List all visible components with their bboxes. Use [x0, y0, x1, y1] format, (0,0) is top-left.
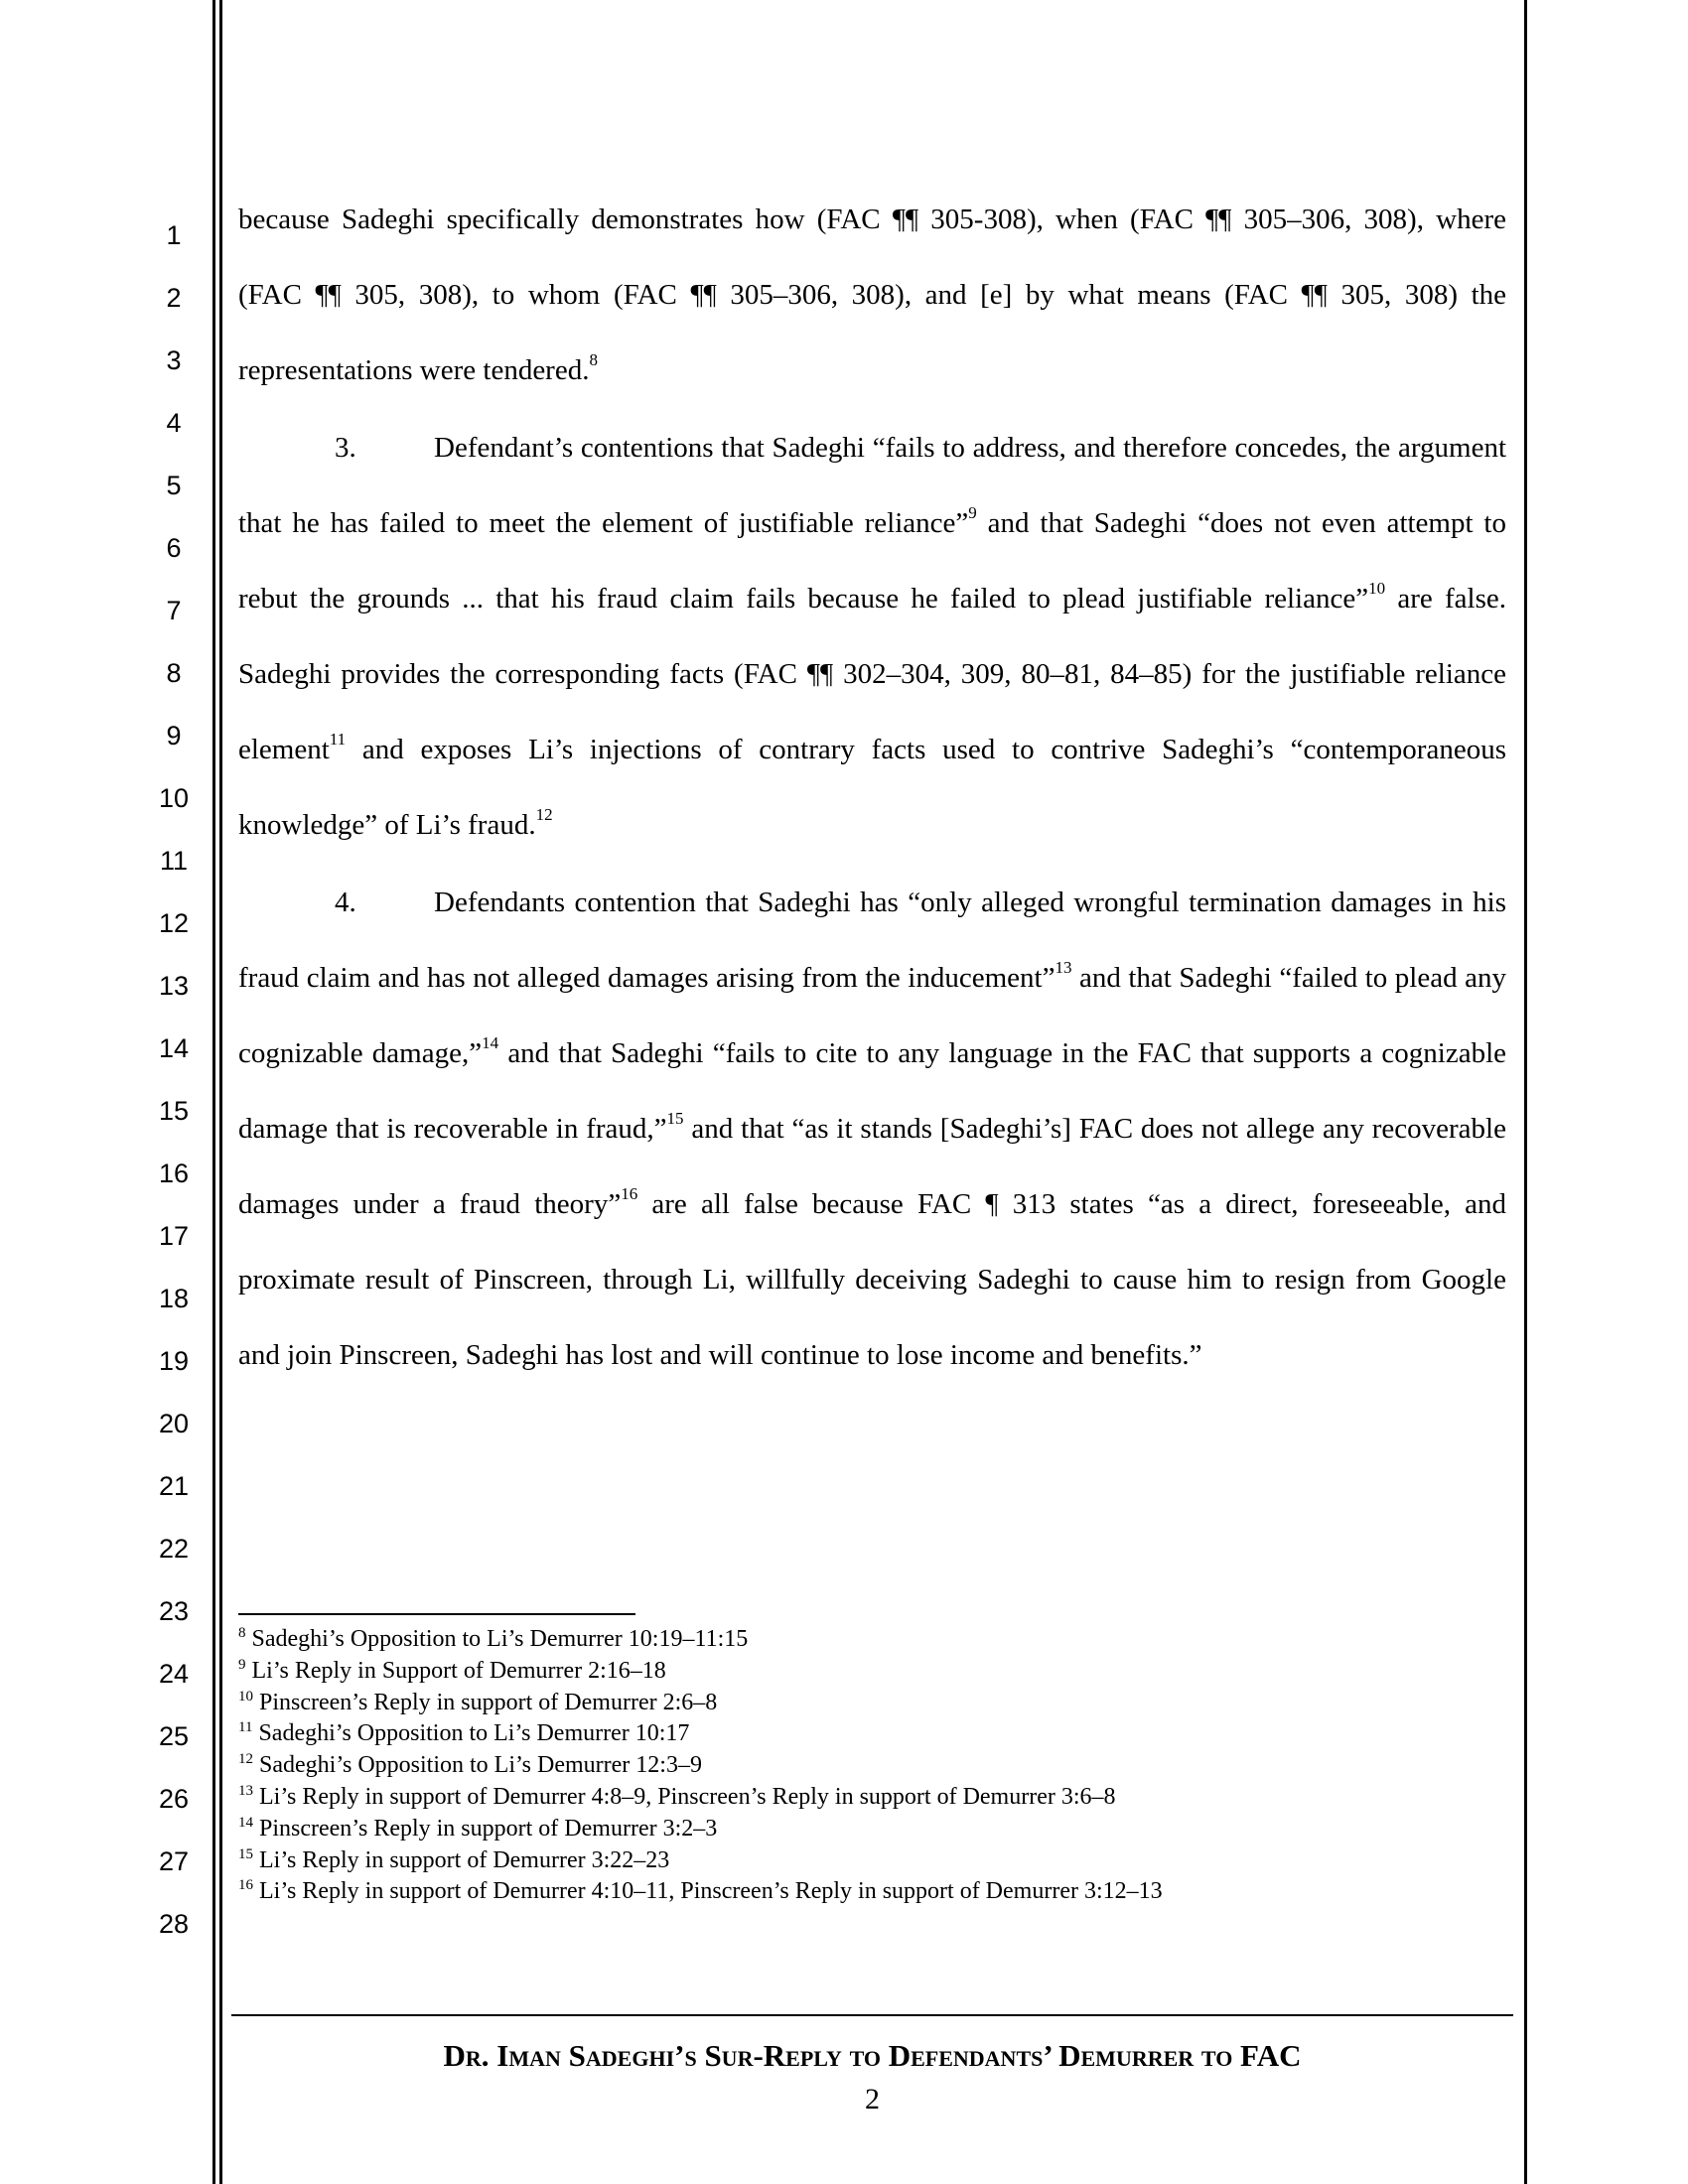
footer-title: Dr. Iman Sadeghi’s Sur-Reply to Defendants’ Demurrer to FAC [443, 2038, 1302, 2073]
line-number: 11 [159, 846, 189, 876]
footnote [238, 1688, 1509, 1719]
footnote-text: Sadeghi’s Opposition to Li’s Demurrer 12:3–9 [253, 1752, 702, 1779]
line-number: 3 [166, 345, 182, 375]
footnote-number: 13 [238, 1782, 253, 1799]
footnote [238, 1656, 1509, 1688]
line-number: 10 [158, 783, 190, 813]
line-number: 21 [158, 1471, 190, 1501]
paragraph-text: and that Sadeghi “fails to cite to any language in the FAC that supports a cognizable damage that is recoverable in fraud,” [238, 1037, 1506, 1145]
line-number: 12 [158, 908, 190, 938]
footnote-text: Li’s Reply in Support of Demurrer 2:16–18 [245, 1657, 666, 1684]
line-number: 26 [158, 1784, 190, 1814]
footnote [238, 1845, 1509, 1877]
footnote-text: Sadeghi’s Opposition to Li’s Demurrer 10:17 [252, 1720, 690, 1747]
footnote [238, 1876, 1509, 1908]
footnote-number: 16 [238, 1877, 253, 1894]
line-number: 2 [166, 283, 182, 313]
line-number: 13 [158, 971, 190, 1001]
footnote-text: Li’s Reply in support of Demurrer 4:8–9, Pinscreen’s Reply in support of Demurrer 3:6–8 [253, 1783, 1116, 1810]
footnote-text: Li’s Reply in support of Demurrer 3:22–23 [253, 1846, 670, 1873]
paragraph-text: Defendants contention that Sadeghi has “only alleged wrongful termination damages in his fraud claim and has not alleged damages arising from the inducement” [238, 887, 1506, 994]
footnotes [238, 1624, 1509, 1908]
footnote [238, 1782, 1509, 1814]
footer-separator [231, 2014, 1513, 2016]
paragraph-text: are false. Sadeghi provides the corresponding facts (FAC ¶¶ 302–304, 309, 80–81, 84–85) for the justifiable reliance element [238, 583, 1506, 765]
footnote [238, 1624, 1509, 1656]
line-number: 23 [158, 1596, 190, 1626]
paragraph-text: because Sadeghi specifically demonstrates how (FAC ¶¶ 305-308), when (FAC ¶¶ 305–306, 308), where (FAC ¶¶ 305, 308), to whom (FAC ¶¶ 305–306, 308), and [e] by what means (FAC ¶¶ 305, 308) the representations were tendered. [238, 204, 1506, 386]
footnote-number: 14 [238, 1814, 253, 1831]
footnote [238, 1750, 1509, 1782]
footnote-number: 15 [238, 1845, 253, 1862]
footnote-text: Pinscreen’s Reply in support of Demurrer 2:6–8 [253, 1689, 718, 1715]
pleading-rule-left-inner [219, 0, 222, 2184]
paragraph-number: 4. [335, 887, 356, 918]
line-number: 27 [158, 1846, 190, 1876]
paragraph-continuation [238, 182, 1506, 408]
paragraph-text: Defendant’s contentions that Sadeghi “fails to address, and therefore concedes, the argument that he has failed to meet the element of justifiable reliance” [238, 432, 1506, 539]
paragraph-text: and exposes Li’s injections of contrary facts used to contrive Sadeghi’s “contemporaneous knowledge” of Li’s fraud. [238, 734, 1506, 841]
line-number: 5 [166, 471, 182, 500]
line-number: 15 [158, 1096, 190, 1126]
footnote-number: 12 [238, 1751, 253, 1768]
line-number: 18 [158, 1284, 190, 1313]
paragraph-text: and that Sadeghi “does not even attempt to rebut the grounds ... that his fraud claim fails because he failed to plead justifiable reliance” [238, 507, 1506, 614]
footnote-ref: 16 [621, 1184, 638, 1203]
paragraph-number: 3. [335, 432, 356, 464]
footnote-text: Sadeghi’s Opposition to Li’s Demurrer 10:19–11:15 [245, 1626, 749, 1652]
footnote-ref: 15 [666, 1109, 684, 1128]
footnote-number: 11 [238, 1719, 253, 1736]
footnote-text: Pinscreen’s Reply in support of Demurrer 3:2–3 [253, 1815, 718, 1842]
footnote-separator [238, 1613, 635, 1615]
line-number: 1 [166, 220, 182, 250]
paragraph-3 [238, 410, 1506, 863]
footnote-ref: 12 [535, 805, 553, 824]
pleading-rule-left-outer [212, 0, 215, 2184]
line-number: 25 [158, 1721, 190, 1751]
line-number: 24 [158, 1659, 190, 1689]
line-number: 20 [158, 1409, 190, 1438]
footnote-ref: 14 [482, 1033, 499, 1052]
line-number: 8 [166, 658, 182, 688]
footnote-number: 10 [238, 1688, 253, 1705]
line-number: 14 [158, 1033, 190, 1063]
pleading-rule-right [1524, 0, 1527, 2184]
paragraph-text: are all false because FAC ¶ 313 states “as a direct, foreseeable, and proximate result of Pinscreen, through Li, willfully deceiving Sadeghi to cause him to resign from Google and join Pinscreen, Sadeghi has lost and will continue to lose income and benefits.” [238, 1188, 1506, 1371]
line-number: 9 [166, 721, 182, 751]
footnote [238, 1814, 1509, 1845]
footnote [238, 1718, 1509, 1750]
paragraph-text: and that “as it stands [Sadeghi’s] FAC does not allege any recoverable damages under a fraud theory” [238, 1113, 1506, 1220]
line-number: 6 [166, 533, 182, 563]
line-number: 19 [158, 1346, 190, 1376]
footnote-ref: 9 [968, 503, 977, 522]
footnote-ref: 13 [1055, 958, 1072, 977]
footnote-text: Li’s Reply in support of Demurrer 4:10–11, Pinscreen’s Reply in support of Demurrer 3:12–13 [253, 1878, 1163, 1905]
footnote-number: 9 [238, 1656, 246, 1673]
line-number: 22 [158, 1534, 190, 1564]
line-number: 16 [158, 1159, 190, 1188]
line-number: 17 [158, 1221, 190, 1251]
footnote-number: 8 [238, 1625, 246, 1641]
paragraph-4 [238, 865, 1506, 1393]
line-number: 4 [166, 408, 182, 438]
footnote-ref: 10 [1368, 579, 1386, 598]
line-number: 28 [158, 1909, 190, 1939]
footnote-ref: 8 [589, 350, 598, 369]
line-number: 7 [166, 596, 182, 625]
page-number: 2 [865, 2083, 880, 2116]
footnote-ref: 11 [329, 730, 347, 749]
paragraph-text: and that Sadeghi “failed to plead any cognizable damage,” [238, 962, 1506, 1069]
